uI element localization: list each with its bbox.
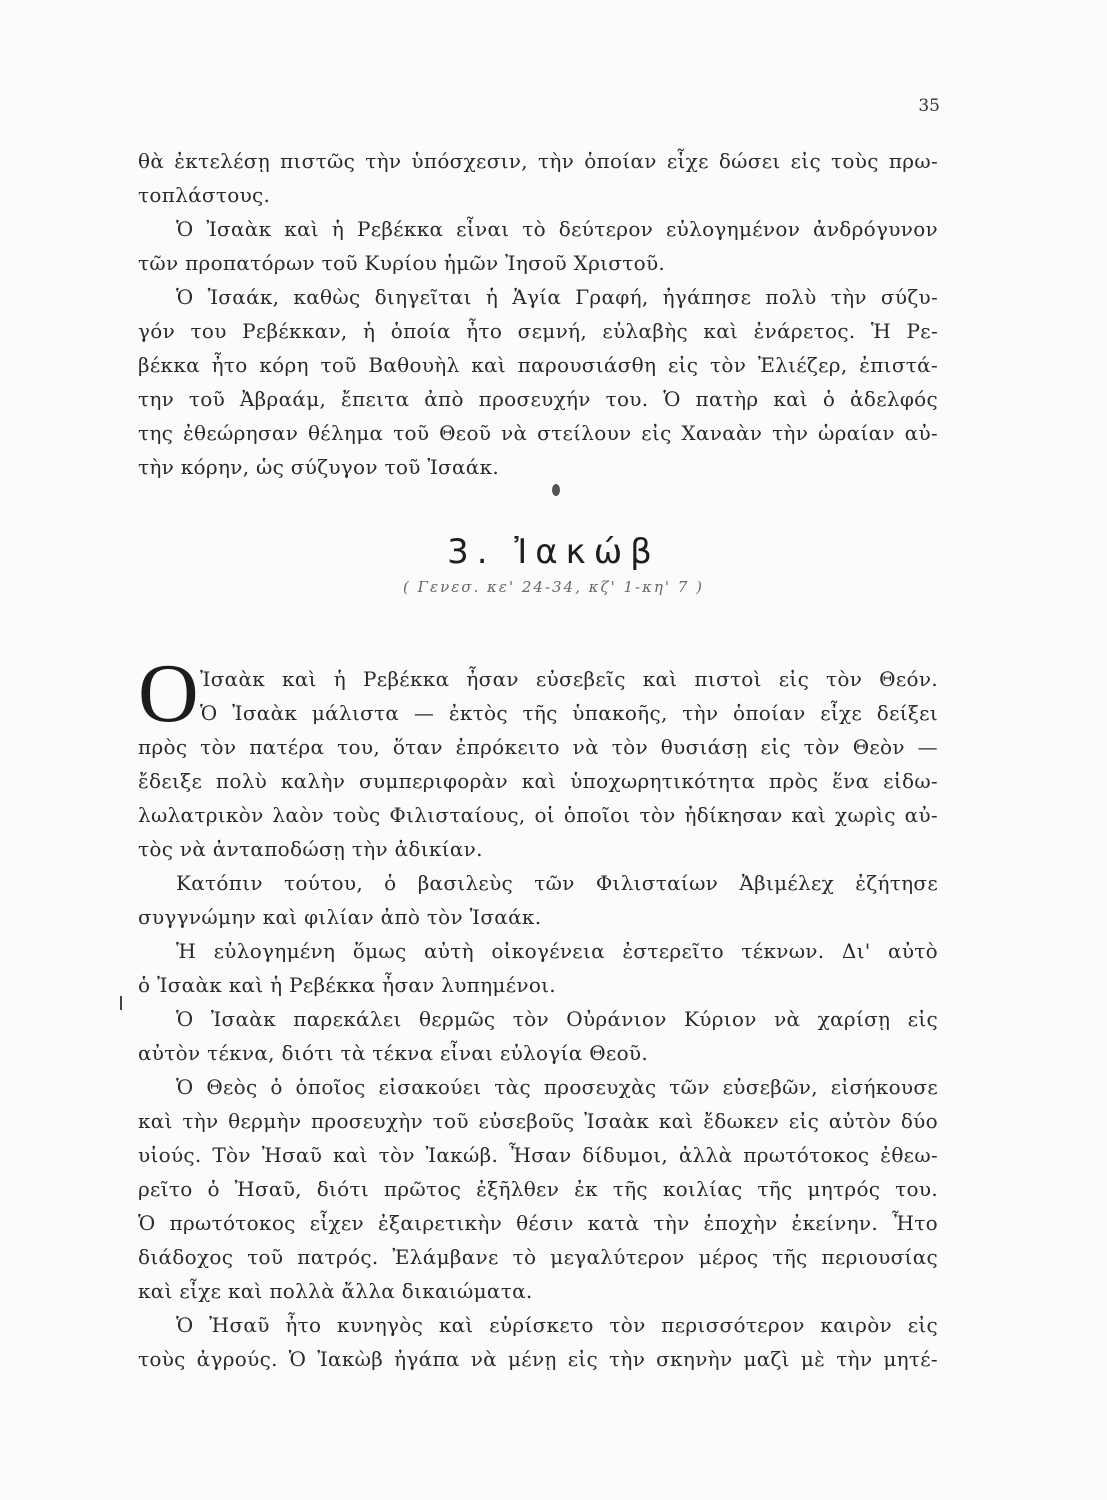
text-line: πρὸς τὸν πατέρα του, ὅταν ἐπρόκειτο νὰ τὸν θυσιάσῃ εἰς τὸν Θεὸν — [138,735,938,759]
text-line: τὸς νὰ ἀνταποδώσῃ τὴν ἀδικίαν. [138,837,483,861]
text-line: λωλατρικὸν λαὸν τοὺς Φιλισταίους, οἱ ὁποῖοι τὸν ἠδίκησαν καὶ χωρὶς αὐ- [138,803,938,827]
text-line: ὁ Ἰσαὰκ καὶ ἡ Ρεβέκκα ἦσαν λυπημένοι. [138,973,556,997]
text-line: Ὁ Ἰσαὰκ παρεκάλει θερμῶς τὸν Οὐράνιον Κύριον νὰ χαρίσῃ εἰς [176,1007,938,1031]
margin-mark [120,996,122,1010]
text-line: θὰ ἐκτελέσῃ πιστῶς τὴν ὑπόσχεσιν, τὴν ὁποίαν εἶχε δώσει εἰς τοὺς πρω- [138,149,938,173]
text-line: Ὁ Ἰσαὰκ καὶ ἡ Ρεβέκκα εἶναι τὸ δεύτερον εὐλογημένον ἀνδρόγυνον [176,217,938,241]
text-line: τοὺς ἀγρούς. Ὁ Ἰακὼβ ἠγάπα νὰ μένῃ εἰς τὴν σκηνὴν μαζὶ μὲ τὴν μητέ- [138,1347,938,1371]
text-line: διάδοχος τοῦ πατρός. Ἐλάμβανε τὸ μεγαλύτερον μέρος τῆς περιουσίας [138,1245,938,1269]
ink-spot [552,484,560,496]
text-line: την τοῦ Ἀβραάμ, ἔπειτα ἀπὸ προσευχήν του. Ὁ πατὴρ καὶ ὁ ἀδελφός [138,387,938,411]
text-line: γόν του Ρεβέκκαν, ἡ ὁποία ἦτο σεμνή, εὐλαβὴς καὶ ἐνάρετος. Ἡ Ρε- [138,319,938,343]
text-line: της ἐθεώρησαν θέλημα τοῦ Θεοῦ νὰ στείλουν εἰς Χαναὰν τὴν ὡραίαν αὐ- [138,421,938,445]
text-line: ἔδειξε πολὺ καλὴν συμπεριφορὰν καὶ ὑποχωρητικότητα πρὸς ἕνα εἰδω- [138,769,938,793]
text-line: τοπλάστους. [138,183,271,207]
text-line: ρεῖτο ὁ Ἠσαῦ, διότι πρῶτος ἐξῆλθεν ἐκ τῆς κοιλίας τῆς μητρός του. [138,1177,938,1201]
section-heading: 3. Ἰακώβ [447,532,660,572]
text-line: βέκκα ἦτο κόρη τοῦ Βαθουὴλ καὶ παρουσιάσθη εἰς τὸν Ἐλιέζερ, ἐπιστά- [138,353,938,377]
page-number: 35 [918,96,940,116]
text-line: καὶ εἶχε καὶ πολλὰ ἄλλα δικαιώματα. [138,1279,533,1303]
text-line: Ὁ Ἰσαάκ, καθὼς διηγεῖται ἡ Ἁγία Γραφή, ἠγάπησε πολὺ τὴν σύζυ- [176,285,938,309]
text-line: Ὁ Ἠσαῦ ἦτο κυνηγὸς καὶ εὑρίσκετο τὸν περισσότερον καιρὸν εἰς [176,1313,938,1337]
text-line: τὴν κόρην, ὡς σύζυγον τοῦ Ἰσαάκ. [138,455,500,479]
text-line: καὶ τὴν θερμὴν προσευχὴν τοῦ εὐσεβοῦς Ἰσαὰκ καὶ ἔδωκεν εἰς αὐτὸν δύο [138,1109,938,1133]
section-body [138,662,938,1376]
text-line: συγγνώμην καὶ φιλίαν ἀπὸ τὸν Ἰσαάκ. [138,905,542,929]
text-line: Ἡ εὐλογημένη ὅμως αὐτὴ οἰκογένεια ἐστερεῖτο τέκνων. Δι' αὐτὸ [176,939,938,963]
text-line: τῶν προπατόρων τοῦ Κυρίου ἡμῶν Ἰησοῦ Χριστοῦ. [138,251,666,275]
text-line: Ἰσαὰκ καὶ ἡ Ρεβέκκα ἦσαν εὐσεβεῖς καὶ πιστοὶ εἰς τὸν Θεόν. [200,667,938,691]
text-line: Ὁ Θεὸς ὁ ὁποῖος εἰσακούει τὰς προσευχὰς τῶν εὐσεβῶν, εἰσήκουσε [176,1075,938,1099]
drop-cap: O [138,647,199,740]
text-line: Ὁ Ἰσαὰκ μάλιστα — ἐκτὸς τῆς ὑπακοῆς, τὴν ὁποίαν εἶχε δείξει [200,701,938,725]
text-line: αὐτὸν τέκνα, διότι τὰ τέκνα εἶναι εὐλογία Θεοῦ. [138,1041,649,1065]
text-line: Κατόπιν τούτου, ὁ βασιλεὺς τῶν Φιλισταίων Ἀβιμέλεχ ἐζήτησε [176,871,938,895]
text-line: υἱούς. Τὸν Ἠσαῦ καὶ τὸν Ἰακώβ. Ἦσαν δίδυμοι, ἀλλὰ πρωτότοκος ἐθεω- [138,1143,938,1167]
scripture-reference: ( Γενεσ. κε' 24-34, κζ' 1-κη' 7 ) [403,578,704,596]
text-line: Ὁ πρωτότοκος εἶχεν ἐξαιρετικὴν θέσιν κατὰ τὴν ἐποχὴν ἐκείνην. Ἦτο [138,1211,938,1235]
top-paragraphs [138,144,938,484]
